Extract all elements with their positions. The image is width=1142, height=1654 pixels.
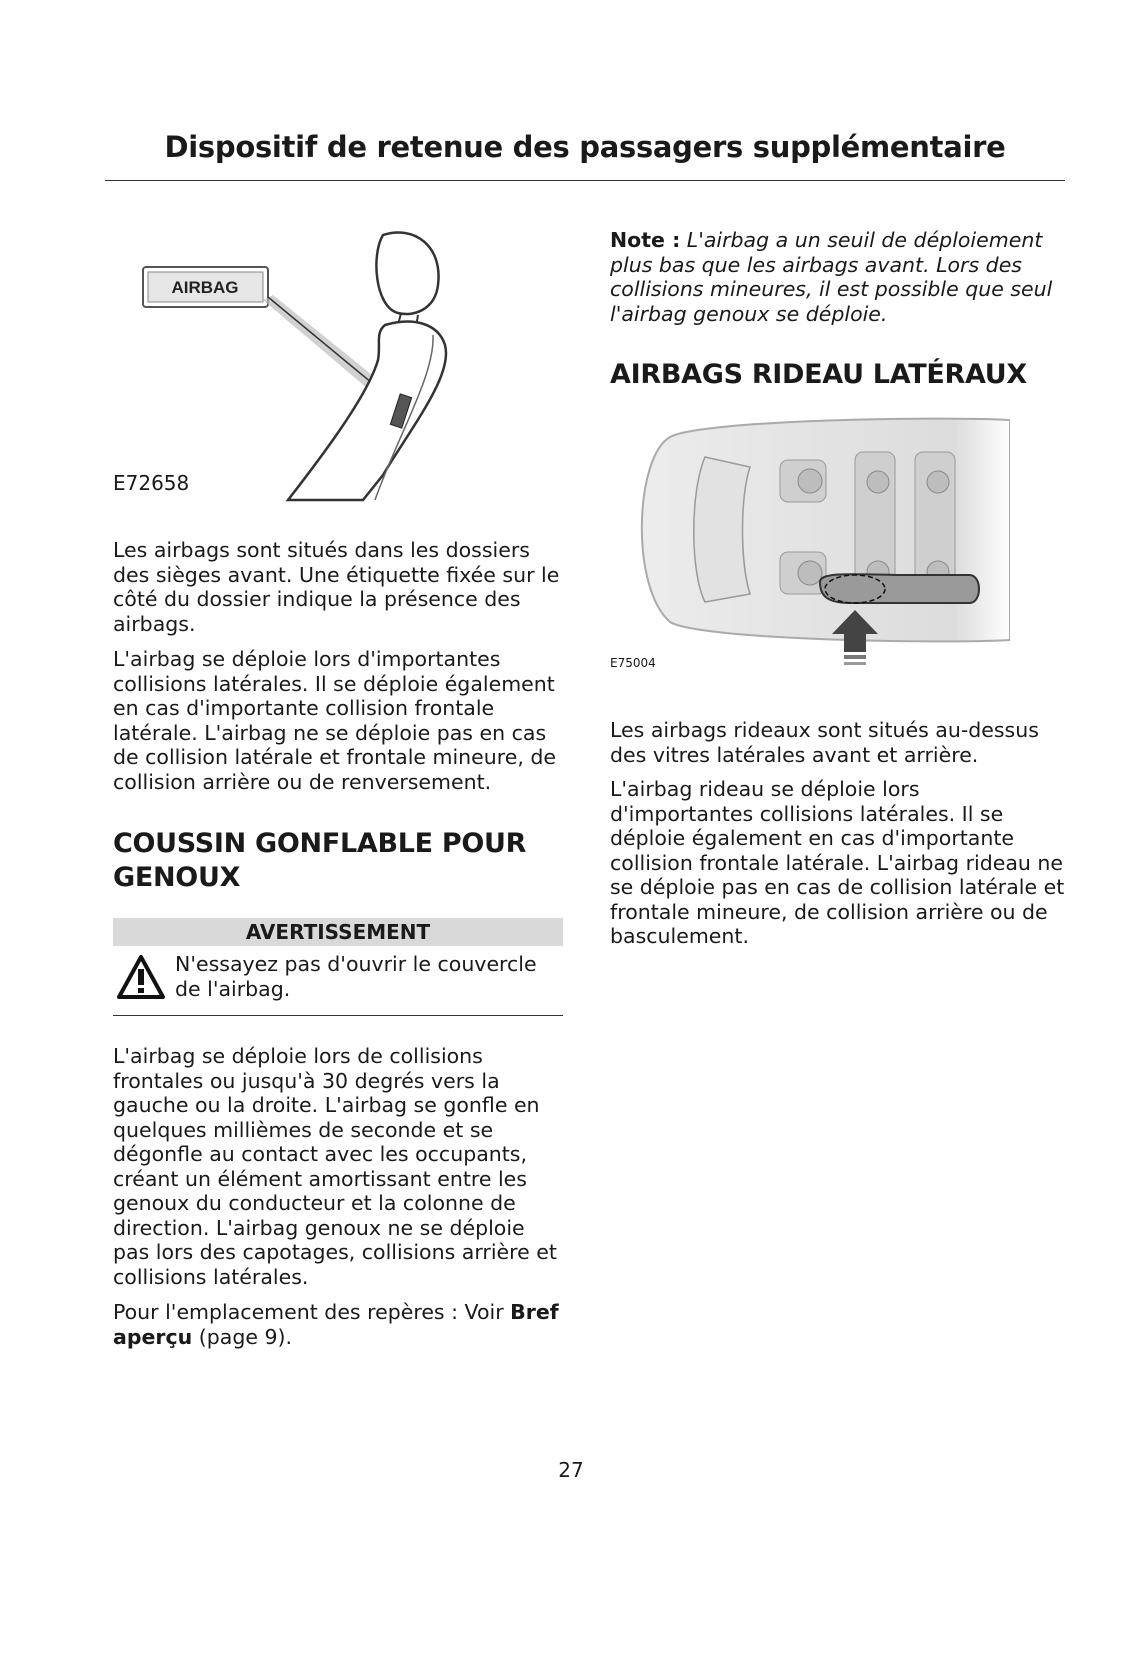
car-figure-caption: E75004 bbox=[610, 656, 656, 670]
knee-airbag-heading-line2: GENOUX bbox=[113, 862, 241, 893]
header-divider bbox=[105, 180, 1065, 181]
quick-overview-link[interactable]: Bref aperçu bbox=[113, 1300, 559, 1349]
airbag-label-text: AIRBAG bbox=[171, 278, 239, 297]
warning-divider bbox=[113, 1015, 563, 1016]
note-label: Note : bbox=[610, 228, 681, 252]
knee-airbag-heading bbox=[113, 827, 563, 895]
seat-figure-caption: E72658 bbox=[113, 471, 190, 495]
seat-airbag-illustration bbox=[113, 225, 473, 505]
curtain-airbags-location-paragraph: Les airbags rideaux sont situés au-dessus des vitres latérales avant et arrière. bbox=[610, 718, 1039, 767]
note-text: L'airbag a un seuil de déploiement plus bas que les airbags avant. Lors des collisions mineures, il est possible que seul l'airbag genoux se déploie. bbox=[610, 228, 1053, 326]
note-paragraph bbox=[610, 228, 1065, 326]
page-title: Dispositif de retenue des passagers supplémentaire bbox=[164, 130, 1006, 164]
seat-airbag-deployment-paragraph: L'airbag se déploie lors d'importantes collisions latérales. Il se déploie également en cas d'importante collision frontale latérale. L'airbag ne se déploie pas en cas de collision latérale et frontale mineure, de collision arrière ou de renversement. bbox=[113, 647, 557, 794]
knee-airbag-deployment-paragraph: L'airbag se déploie lors de collisions frontales ou jusqu'à 30 degrés vers la gauche ou la droite. L'airbag se gonfle en quelques millièmes de seconde et se dégonfle au contact avec les occupants, créant un élément amortissant entre les genoux du conducteur et la colonne de direction. L'airbag genoux ne se déploie pas lors des capotages, collisions arrière et collisions latérales. bbox=[113, 1044, 557, 1289]
warning-text: N'essayez pas d'ouvrir le couvercle de l'airbag. bbox=[175, 952, 537, 1001]
page-number: 27 bbox=[558, 1458, 584, 1482]
reference-prefix: Pour l'emplacement des repères : Voir bbox=[113, 1300, 511, 1324]
curtain-airbags-deployment-paragraph: L'airbag rideau se déploie lors d'importantes collisions latérales. Il se déploie également en cas d'importante collision frontale latérale. L'airbag rideau ne se déploie pas en cas de collision latérale et frontale mineure, de collision arrière ou de basculement. bbox=[610, 777, 1065, 948]
seat-airbag-location-paragraph: Les airbags sont situés dans les dossiers des sièges avant. Une étiquette fixée sur le côté du dossier indique la présence des airbags. bbox=[113, 538, 560, 636]
reference-paragraph bbox=[113, 1300, 563, 1349]
reference-suffix: (page 9). bbox=[192, 1324, 293, 1349]
curtain-airbags-heading: AIRBAGS RIDEAU LATÉRAUX bbox=[610, 359, 1027, 390]
warning-triangle-icon bbox=[116, 954, 166, 1000]
warning-title: AVERTISSEMENT bbox=[113, 918, 563, 946]
knee-airbag-heading-line1: COUSSIN GONFLABLE POUR bbox=[113, 828, 527, 859]
